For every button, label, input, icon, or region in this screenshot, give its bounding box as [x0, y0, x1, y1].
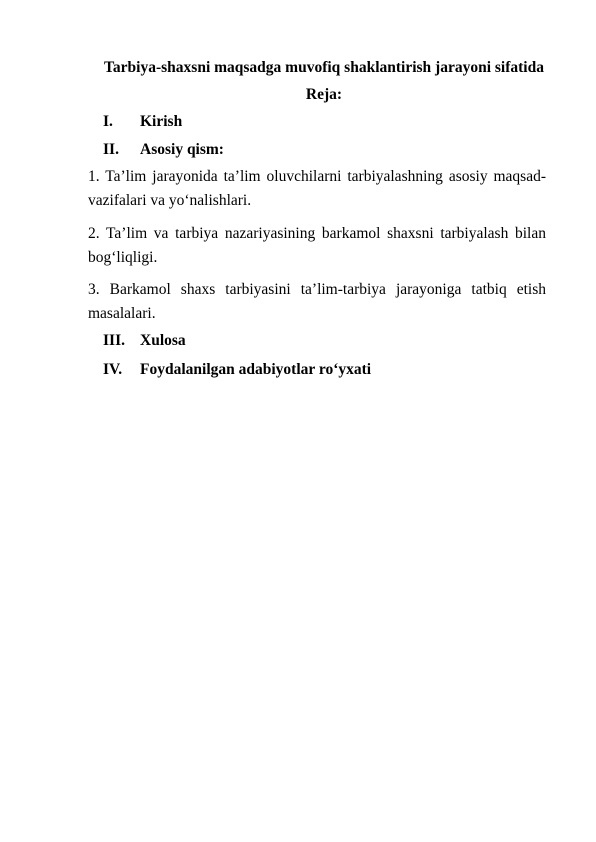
section-label: Asosiy qism: [140, 141, 224, 158]
section-item-xulosa [103, 330, 186, 352]
subitem-3 [88, 278, 546, 326]
subitem-line: vazifalari va yo‘nalishlari. [88, 192, 252, 209]
document-title: Tarbiya-shaxsni maqsadga muvofiq shaklantirish jarayoni sifatida [104, 59, 544, 76]
section-number: III. [103, 332, 125, 349]
subitem-1 [88, 165, 546, 213]
subitem-line: 1. Ta’lim jarayonida ta’lim oluvchilarni tarbiyalashning asosiy maqsad- [88, 168, 546, 185]
subitem-line: 2. Ta’lim va tarbiya nazariyasining barkamol shaxsni tarbiyalash bilan [88, 225, 546, 242]
subitem-line: bog‘liqligi. [88, 249, 158, 266]
plan-heading: Reja: [305, 86, 343, 103]
section-item-adabiyotlar [103, 359, 371, 381]
section-label: Kirish [140, 113, 183, 130]
subitem-line: masalalari. [88, 305, 156, 322]
section-label: Xulosa [140, 332, 186, 349]
section-number: I. [103, 113, 113, 130]
subitem-2 [88, 222, 546, 270]
section-item-kirish [103, 111, 182, 133]
section-number: IV. [103, 361, 123, 378]
section-number: II. [103, 141, 119, 158]
subitem-line: 3. Barkamol shaxs tarbiyasini ta’lim-tarbiya jarayoniga tatbiq etish [88, 281, 546, 298]
section-item-asosiy-qism [103, 139, 224, 161]
section-label: Foydalanilgan adabiyotlar ro‘yxati [140, 361, 372, 378]
